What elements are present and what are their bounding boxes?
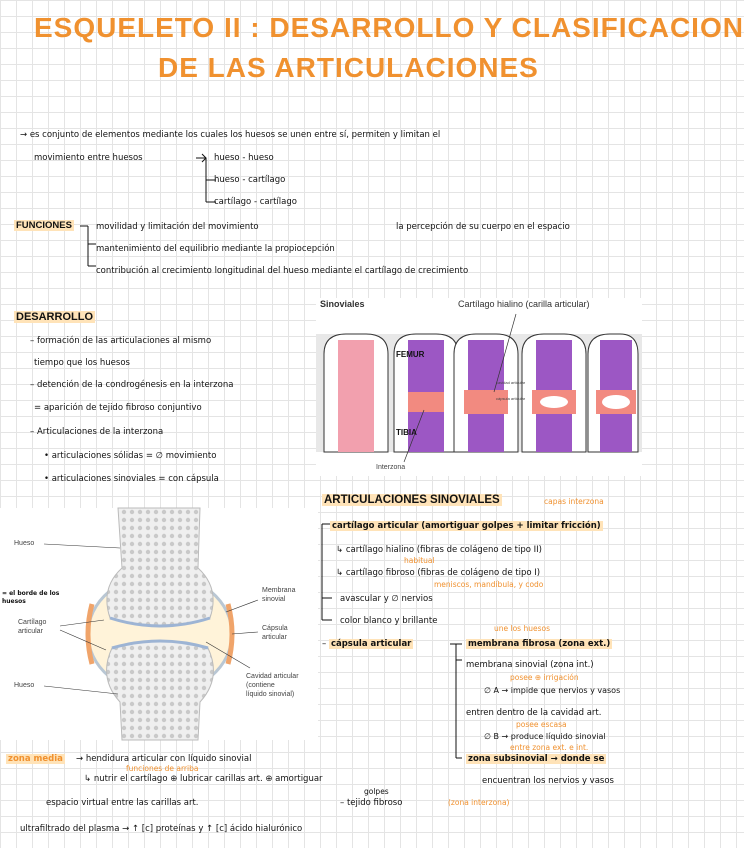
- label-capsula-articular: Cápsula articular: [262, 625, 288, 641]
- intro-definition-cont: movimiento entre huesos: [34, 153, 143, 163]
- funcion-crecimiento: contribución al crecimiento longitudinal del hueso mediante el cartílago de crecimiento: [96, 266, 469, 276]
- zona-media: zona media: [8, 754, 63, 764]
- stage-4: [522, 334, 586, 452]
- stage-3: [454, 334, 518, 452]
- desarrollo-line-2: tiempo que los huesos: [34, 358, 130, 368]
- note-une-huesos: une los huesos: [494, 624, 550, 633]
- membrana-sinovial: membrana sinovial (zona int.): [466, 660, 594, 670]
- capa-a: ∅ A → impide que nervios y vasos: [484, 686, 621, 695]
- funciones-bracket: [78, 218, 98, 274]
- golpes: golpes: [364, 787, 389, 796]
- desarrollo-line-3: – detención de la condrogénesis en la interzona: [30, 380, 234, 390]
- tiny-label-cavidad: cavidad articular: [496, 380, 526, 385]
- note-meniscos: meniscos, mandíbula, y codo: [434, 580, 544, 589]
- label-hueso-bottom: Hueso: [14, 682, 35, 689]
- diagram-cartilago-label: Cartílago hialino (carilla articular): [458, 299, 590, 309]
- label-interzona: Interzona: [376, 464, 406, 471]
- encuentran-nervios: encuentran los nervios y vasos: [482, 776, 614, 786]
- type-hueso-cartilago: hueso - cartílago: [214, 175, 286, 185]
- label-cartilago-articular: Cartílago articular: [18, 619, 47, 635]
- nutrir-cartilago: ↳ nutrir el cartílago ⊕ lubricar carillas art. ⊕ amortiguar: [84, 774, 323, 784]
- cartilago-articular: cartílago articular (amortiguar golpes + limitar fricción): [332, 521, 601, 531]
- zona-subsinovial: zona subsinovial → donde se: [468, 754, 605, 764]
- note-posee-escasa: posee escasa: [516, 720, 567, 729]
- hendidura-articular: → hendidura articular con líquido sinovial: [76, 754, 252, 764]
- color-blanco: color blanco y brillante: [340, 616, 438, 626]
- note-entre-zonas: entre zona ext. e int.: [510, 743, 589, 752]
- desarrollo-heading: DESARROLLO: [16, 311, 93, 323]
- capsula-bracket: [448, 636, 464, 764]
- funcion-note-percepcion: la percepción de su cuerpo en el espacio: [396, 222, 570, 232]
- tejido-fibroso: – tejido fibroso: [340, 798, 403, 808]
- label-hueso-top: Hueso: [14, 540, 35, 547]
- funcion-movilidad: movilidad y limitación del movimiento: [96, 222, 259, 232]
- label-femur: FEMUR: [396, 350, 425, 359]
- note-posee-irrigacion: posee ⊕ irrigación: [510, 673, 579, 682]
- capa-a-cont: entren dentro de la cavidad art.: [466, 708, 602, 718]
- note-zona-interzona: (zona interzona): [448, 798, 510, 807]
- stage-5: [588, 334, 638, 452]
- page-title-line2: DE LAS ARTICULACIONES: [158, 52, 539, 83]
- funciones-heading: FUNCIONES: [16, 220, 72, 231]
- tiny-label-capsula: cápsula articular: [496, 396, 526, 401]
- desarrollo-line-5: – Articulaciones de la interzona: [30, 427, 164, 437]
- label-membrana-sinovial: Membrana sinovial: [262, 587, 296, 603]
- sinoviales-heading: ARTICULACIONES SINOVIALES: [324, 494, 500, 506]
- development-stages-svg: [316, 314, 642, 474]
- diagram-title-sinoviales: Sinoviales: [320, 299, 365, 309]
- desarrollo-line-4: = aparición de tejido fibroso conjuntivo: [34, 403, 202, 413]
- label-cavidad-articular: Cavidad articular (contiene líquido sinovial): [246, 673, 299, 698]
- capa-b: ∅ B → produce líquido sinovial: [484, 732, 606, 741]
- note-habitual: habitual: [404, 556, 435, 565]
- ultrafiltrado: ultrafiltrado del plasma → ↑ [c] proteínas y ↑ [c] ácido hialurónico: [20, 824, 303, 834]
- membrana-fibrosa: membrana fibrosa (zona ext.): [468, 639, 611, 649]
- page-title: ESQUELETO II : DESARROLLO Y CLASIFICACION: [34, 12, 744, 43]
- intro-definition: → es conjunto de elementos mediante los cuales los huesos se unen entre sí, permiten y limitan el: [20, 130, 441, 140]
- type-cartilago-cartilago: cartílago - cartílago: [214, 197, 297, 207]
- cartilago-fibroso: ↳ cartílago fibroso (fibras de colágeno de tipo I): [336, 568, 541, 578]
- funcion-equilibrio: mantenimiento del equilibrio mediante la propiocepción: [96, 244, 335, 254]
- type-hueso-hueso: hueso - hueso: [214, 153, 274, 163]
- label-tibia: TIBIA: [396, 428, 417, 437]
- desarrollo-line-7: • articulaciones sinoviales = con cápsula: [44, 474, 219, 484]
- side-note-borde: = el borde de los huesos: [2, 590, 60, 605]
- cartilago-hialino: ↳ cartílago hialino (fibras de colágeno de tipo II): [336, 545, 542, 555]
- sinoviales-bracket: [318, 516, 338, 626]
- desarrollo-line-6: • articulaciones sólidas = ∅ movimiento: [44, 451, 217, 461]
- capsula-articular: – cápsula articular: [322, 639, 412, 649]
- avascular: avascular y ∅ nervios: [340, 594, 433, 604]
- note-capas-interzona: capas interzona: [544, 497, 604, 506]
- stage-1: [324, 334, 388, 452]
- espacio-virtual: espacio virtual entre las carillas art.: [46, 798, 199, 808]
- desarrollo-line-1: – formación de las articulaciones al mismo: [30, 336, 212, 346]
- note-funciones: funciones de arriba: [126, 764, 199, 773]
